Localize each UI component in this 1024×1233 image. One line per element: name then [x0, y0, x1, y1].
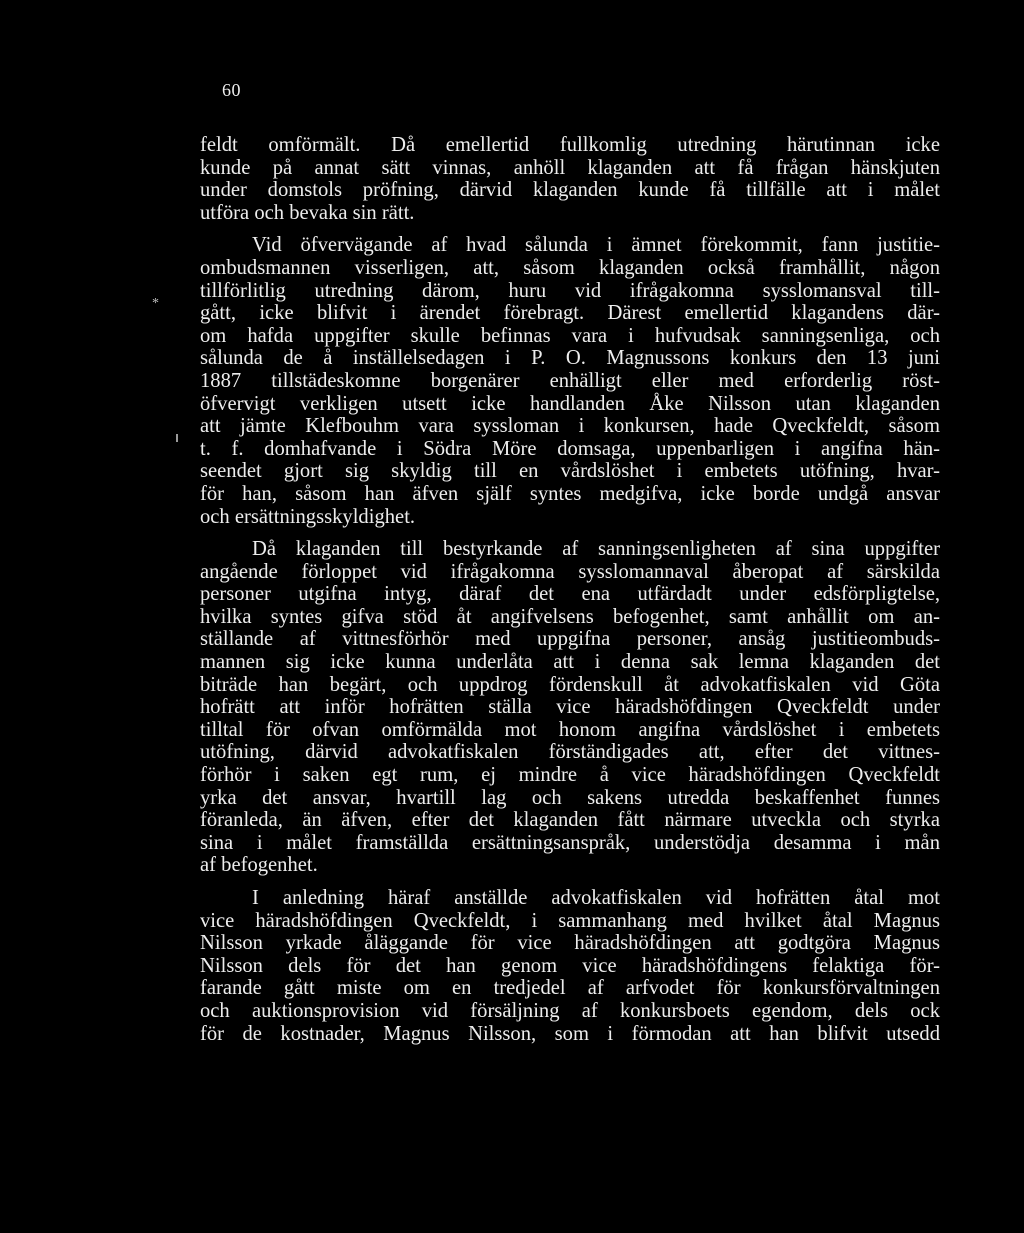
text-line: för han, såsom han äfven själf syntes medgifva, icke borde undgå ansvar	[200, 482, 940, 505]
text-line: Då klaganden till bestyrkande af sanningsenligheten af sina uppgifter	[252, 538, 940, 561]
text-line: mannen sig icke kunna underlåta att i denna sak lemna klaganden det	[200, 651, 940, 674]
text-line: Nilsson dels för det han genom vice häradshöfdingens felaktiga för-	[200, 954, 940, 977]
text-line: vice häradshöfdingen Qveckfeldt, i sammanhang med hvilket åtal Magnus	[200, 909, 940, 932]
text-line: yrka det ansvar, hvartill lag och sakens utredda beskaffenhet funnes	[200, 786, 940, 809]
text-line: tillförlitlig utredning därom, huru vid ifrågakomna sysslomansval till-	[200, 279, 940, 302]
text-line: för de kostnader, Magnus Nilsson, som i förmodan att han blifvit utsedd	[200, 1022, 940, 1045]
text-line: tilltal för ofvan omförmälda mot honom angifna vårdslöshet i embetets	[200, 718, 940, 741]
text-line: ombudsmannen visserligen, att, såsom klaganden också framhållit, någon	[200, 256, 940, 279]
margin-star-mark: *	[152, 296, 159, 311]
paragraph	[200, 234, 940, 528]
text-line: Vid öfvervägande af hvad sålunda i ämnet förekommit, fann justitie-	[252, 234, 940, 257]
text-line: utöfning, därvid advokatfiskalen förständigades att, efter det vittnes-	[200, 741, 940, 764]
text-line: kunde på annat sätt vinnas, anhöll klaganden att få frågan hänskjuten	[200, 156, 940, 179]
text-line: sålunda de å inställelsedagen i P. O. Magnussons konkurs den 13 juni	[200, 347, 940, 370]
body-text	[200, 134, 940, 1045]
text-line: om hafda uppgifter skulle befinnas vara i hufvudsak sanningsenliga, och	[200, 324, 940, 347]
text-line: förhör i saken egt rum, ej mindre å vice häradshöfdingen Qveckfeldt	[200, 764, 940, 787]
text-line: under domstols pröfning, därvid klaganden kunde få tillfälle att i målet	[200, 179, 940, 202]
text-line: hvilka syntes gifva stöd åt angifvelsens befogenhet, samt anhållit om an-	[200, 605, 940, 628]
text-line: personer utgifna intyg, däraf det ena utfärdadt under edsförpligtelse,	[200, 583, 940, 606]
text-line: hofrätt att inför hofrätten ställa vice häradshöfdingen Qveckfeldt under	[200, 696, 940, 719]
text-line: af befogenhet.	[200, 854, 318, 877]
text-line: gått, icke blifvit i ärendet förebragt. Därest emellertid klagandens där-	[200, 302, 940, 325]
paragraph	[200, 134, 940, 224]
text-line: biträde han begärt, och uppdrog fördenskull åt advokatfiskalen vid Göta	[200, 673, 940, 696]
margin-tick-mark	[176, 434, 178, 442]
text-line: och auktionsprovision vid försäljning af konkursboets egendom, dels ock	[200, 999, 940, 1022]
text-line: farande gått miste om en tredjedel af arfvodet för konkursförvaltningen	[200, 977, 940, 1000]
text-line: Nilsson yrkade åläggande för vice häradshöfdingen att godtgöra Magnus	[200, 932, 940, 955]
text-line: 1887 tillstädeskomne borgenärer enhälligt eller med erforderlig röst-	[200, 369, 940, 392]
text-line: utföra och bevaka sin rätt.	[200, 201, 415, 224]
page-number: 60	[222, 80, 241, 100]
text-line: I anledning häraf anställde advokatfiskalen vid hofrätten åtal mot	[252, 887, 940, 909]
paragraph	[200, 538, 940, 877]
text-line: ställande af vittnesförhör med uppgifna personer, ansåg justitieombuds-	[200, 628, 940, 651]
text-line: att jämte Klefbouhm vara syssloman i konkursen, hade Qveckfeldt, såsom	[200, 415, 940, 438]
text-line: föranleda, än äfven, efter det klaganden fått närmare utveckla och styrka	[200, 809, 940, 832]
text-line: angående förloppet vid ifrågakomna sysslomannaval åberopat af särskilda	[200, 560, 940, 583]
text-line: öfvervigt verkligen utsett icke handlanden Åke Nilsson utan klaganden	[200, 392, 940, 415]
text-line: seendet gjort sig skyldig till en vårdslöshet i embetets utöfning, hvar-	[200, 460, 940, 483]
paragraph	[200, 887, 940, 1045]
text-line: t. f. domhafvande i Södra Möre domsaga, uppenbarligen i angifna hän-	[200, 437, 940, 460]
text-line: feldt omförmält. Då emellertid fullkomlig utredning härutinnan icke	[200, 134, 940, 156]
text-line: och ersättningsskyldighet.	[200, 505, 416, 528]
text-line: sina i målet framställda ersättningsanspråk, understödja desamma i mån	[200, 831, 940, 854]
